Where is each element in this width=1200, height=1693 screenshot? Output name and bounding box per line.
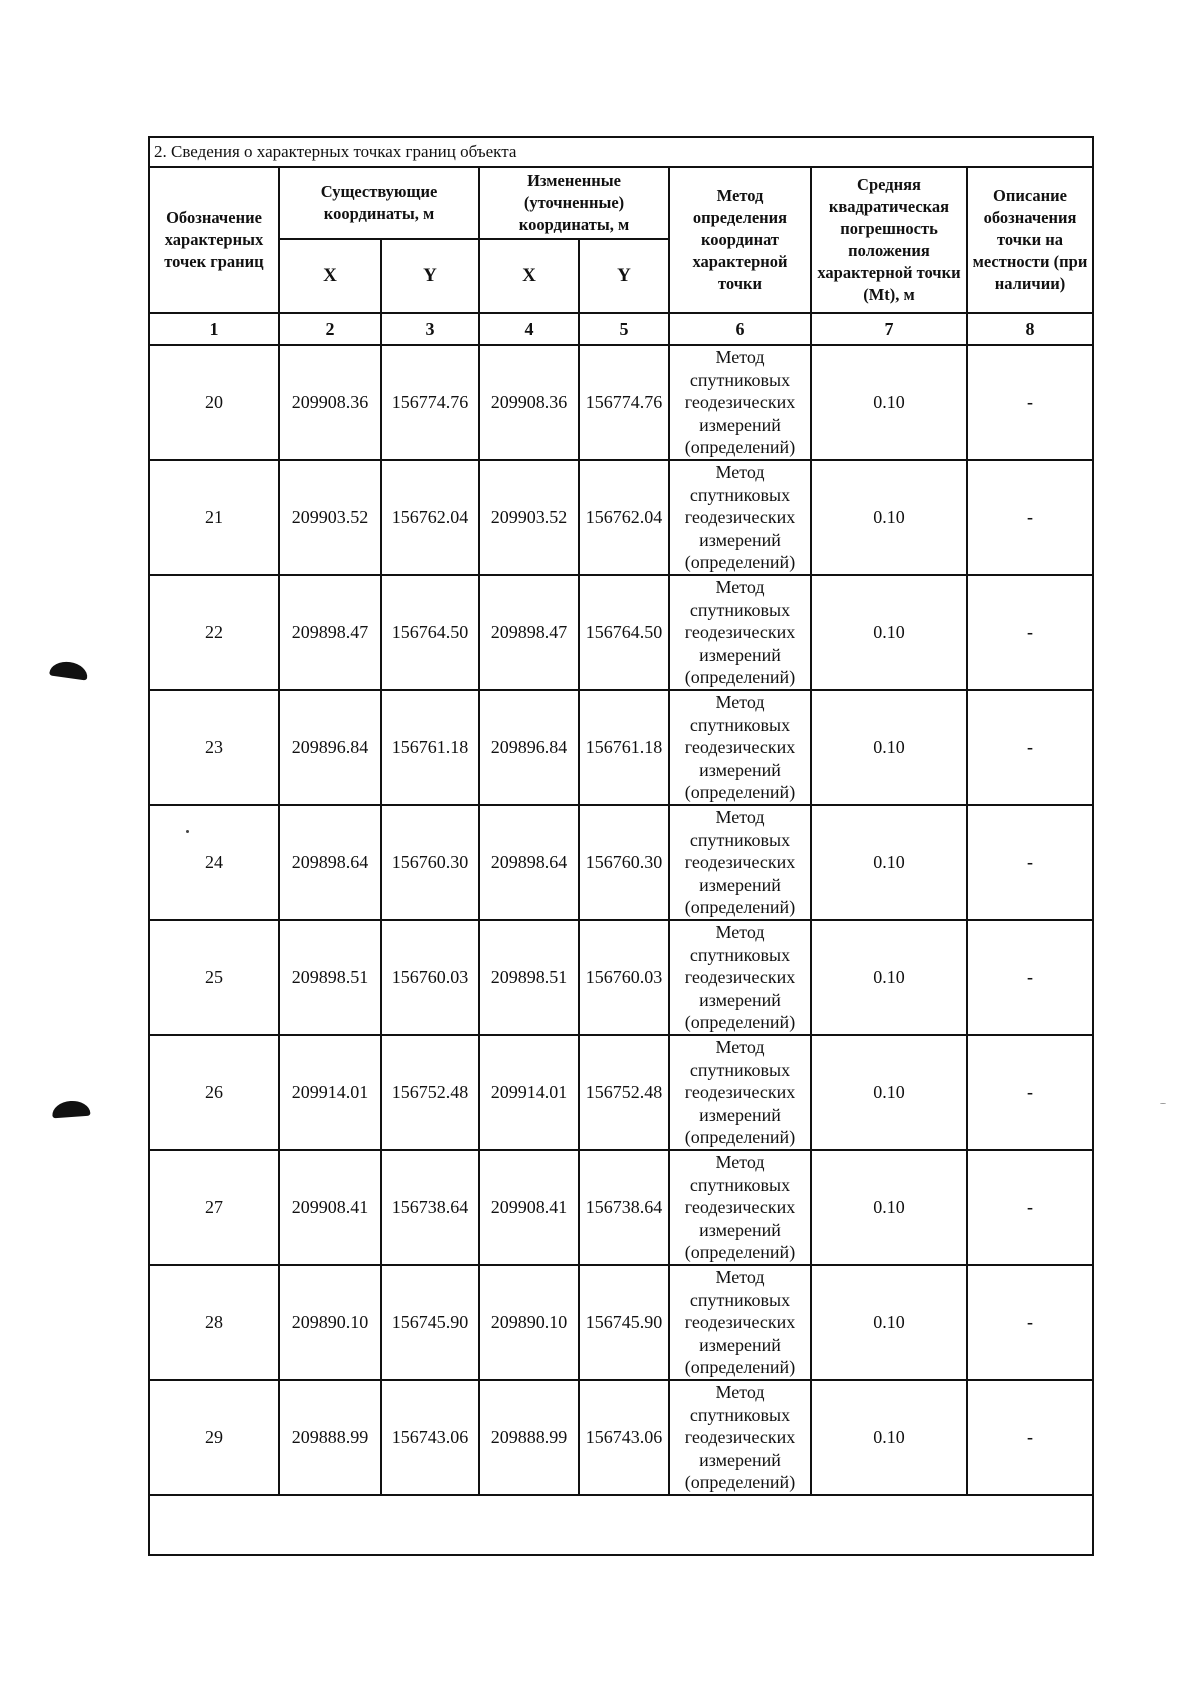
error-cell: 0.10	[811, 575, 967, 690]
changed-y-cell: 156762.04	[579, 460, 669, 575]
error-cell: 0.10	[811, 1265, 967, 1380]
header-existing-y: Y	[381, 239, 479, 313]
method-cell: Метод спутниковых геодезических измерений (определений)	[669, 345, 811, 460]
existing-y-cell: 156752.48	[381, 1035, 479, 1150]
method-cell: Метод спутниковых геодезических измерений (определений)	[669, 1150, 811, 1265]
table-row	[149, 690, 1093, 805]
point-number-cell: 22	[149, 575, 279, 690]
error-cell: 0.10	[811, 805, 967, 920]
table-row	[149, 345, 1093, 460]
existing-x-cell: 209903.52	[279, 460, 381, 575]
scan-artifact-mark	[49, 659, 89, 680]
column-number: 3	[381, 313, 479, 345]
existing-y-cell: 156743.06	[381, 1380, 479, 1495]
column-number: 8	[967, 313, 1093, 345]
column-number-row	[149, 313, 1093, 345]
error-cell: 0.10	[811, 920, 967, 1035]
point-number-cell: 21	[149, 460, 279, 575]
column-number: 4	[479, 313, 579, 345]
header-changed-x: X	[479, 239, 579, 313]
existing-x-cell: 209896.84	[279, 690, 381, 805]
header-designation: Обозначение характерных точек границ	[149, 167, 279, 313]
changed-x-cell: 209890.10	[479, 1265, 579, 1380]
table-row	[149, 1150, 1093, 1265]
description-cell: -	[967, 920, 1093, 1035]
changed-y-cell: 156774.76	[579, 345, 669, 460]
method-cell: Метод спутниковых геодезических измерений (определений)	[669, 690, 811, 805]
existing-y-cell: 156760.30	[381, 805, 479, 920]
existing-y-cell: 156745.90	[381, 1265, 479, 1380]
changed-x-cell: 209898.51	[479, 920, 579, 1035]
existing-y-cell: 156774.76	[381, 345, 479, 460]
table-title: 2. Сведения о характерных точках границ объекта	[149, 137, 1093, 167]
existing-y-cell: 156764.50	[381, 575, 479, 690]
header-method: Метод определения координат характерной точки	[669, 167, 811, 313]
column-number: 1	[149, 313, 279, 345]
method-cell: Метод спутниковых геодезических измерений (определений)	[669, 920, 811, 1035]
table-body	[149, 345, 1093, 1495]
method-cell: Метод спутниковых геодезических измерений (определений)	[669, 1035, 811, 1150]
existing-y-cell: 156762.04	[381, 460, 479, 575]
point-number-cell: 23	[149, 690, 279, 805]
method-cell: Метод спутниковых геодезических измерений (определений)	[669, 805, 811, 920]
error-cell: 0.10	[811, 1380, 967, 1495]
changed-y-cell: 156752.48	[579, 1035, 669, 1150]
changed-y-cell: 156738.64	[579, 1150, 669, 1265]
table-row	[149, 575, 1093, 690]
column-number: 2	[279, 313, 381, 345]
existing-x-cell: 209898.64	[279, 805, 381, 920]
description-cell: -	[967, 460, 1093, 575]
column-number: 7	[811, 313, 967, 345]
method-cell: Метод спутниковых геодезических измерений (определений)	[669, 1380, 811, 1495]
existing-x-cell: 209898.47	[279, 575, 381, 690]
changed-x-cell: 209908.41	[479, 1150, 579, 1265]
changed-x-cell: 209908.36	[479, 345, 579, 460]
table-row	[149, 1035, 1093, 1150]
point-number-cell: 25	[149, 920, 279, 1035]
existing-x-cell: 209914.01	[279, 1035, 381, 1150]
changed-x-cell: 209903.52	[479, 460, 579, 575]
description-cell: -	[967, 345, 1093, 460]
changed-y-cell: 156761.18	[579, 690, 669, 805]
empty-footer-cell	[149, 1495, 1093, 1555]
description-cell: -	[967, 1265, 1093, 1380]
table-row	[149, 920, 1093, 1035]
error-cell: 0.10	[811, 690, 967, 805]
point-number-cell: 24	[149, 805, 279, 920]
header-existing-x: X	[279, 239, 381, 313]
error-cell: 0.10	[811, 1035, 967, 1150]
changed-x-cell: 209914.01	[479, 1035, 579, 1150]
changed-y-cell: 156760.03	[579, 920, 669, 1035]
changed-x-cell: 209898.64	[479, 805, 579, 920]
existing-y-cell: 156760.03	[381, 920, 479, 1035]
existing-y-cell: 156738.64	[381, 1150, 479, 1265]
header-changed-coords: Измененные (уточненные) координаты, м	[479, 167, 669, 239]
error-cell: 0.10	[811, 1150, 967, 1265]
column-number: 6	[669, 313, 811, 345]
changed-y-cell: 156743.06	[579, 1380, 669, 1495]
header-description: Описание обозначения точки на местности (при наличии)	[967, 167, 1093, 313]
method-cell: Метод спутниковых геодезических измерений (определений)	[669, 1265, 811, 1380]
header-existing-coords: Существующие координаты, м	[279, 167, 479, 239]
description-cell: -	[967, 575, 1093, 690]
description-cell: -	[967, 1035, 1093, 1150]
header-changed-y: Y	[579, 239, 669, 313]
scan-artifact-mark	[51, 1100, 90, 1119]
description-cell: -	[967, 1150, 1093, 1265]
table-row	[149, 1380, 1093, 1495]
method-cell: Метод спутниковых геодезических измерений (определений)	[669, 460, 811, 575]
existing-x-cell: 209908.36	[279, 345, 381, 460]
point-number-cell: 28	[149, 1265, 279, 1380]
changed-x-cell: 209888.99	[479, 1380, 579, 1495]
existing-x-cell: 209908.41	[279, 1150, 381, 1265]
point-number-cell: 29	[149, 1380, 279, 1495]
description-cell: -	[967, 690, 1093, 805]
existing-x-cell: 209890.10	[279, 1265, 381, 1380]
empty-footer-row	[149, 1495, 1093, 1555]
column-number: 5	[579, 313, 669, 345]
table-row	[149, 805, 1093, 920]
changed-y-cell: 156764.50	[579, 575, 669, 690]
point-number-cell: 20	[149, 345, 279, 460]
changed-y-cell: 156760.30	[579, 805, 669, 920]
scan-speck	[1160, 1103, 1166, 1104]
changed-x-cell: 209898.47	[479, 575, 579, 690]
changed-x-cell: 209896.84	[479, 690, 579, 805]
error-cell: 0.10	[811, 460, 967, 575]
description-cell: -	[967, 805, 1093, 920]
existing-x-cell: 209898.51	[279, 920, 381, 1035]
table-row	[149, 460, 1093, 575]
method-cell: Метод спутниковых геодезических измерений (определений)	[669, 575, 811, 690]
existing-x-cell: 209888.99	[279, 1380, 381, 1495]
header-error: Средняя квадратическая погрешность положения характерной точки (Mt), м	[811, 167, 967, 313]
table-row	[149, 1265, 1093, 1380]
error-cell: 0.10	[811, 345, 967, 460]
point-number-cell: 27	[149, 1150, 279, 1265]
changed-y-cell: 156745.90	[579, 1265, 669, 1380]
boundary-points-table	[148, 136, 1094, 1556]
existing-y-cell: 156761.18	[381, 690, 479, 805]
point-number-cell: 26	[149, 1035, 279, 1150]
description-cell: -	[967, 1380, 1093, 1495]
